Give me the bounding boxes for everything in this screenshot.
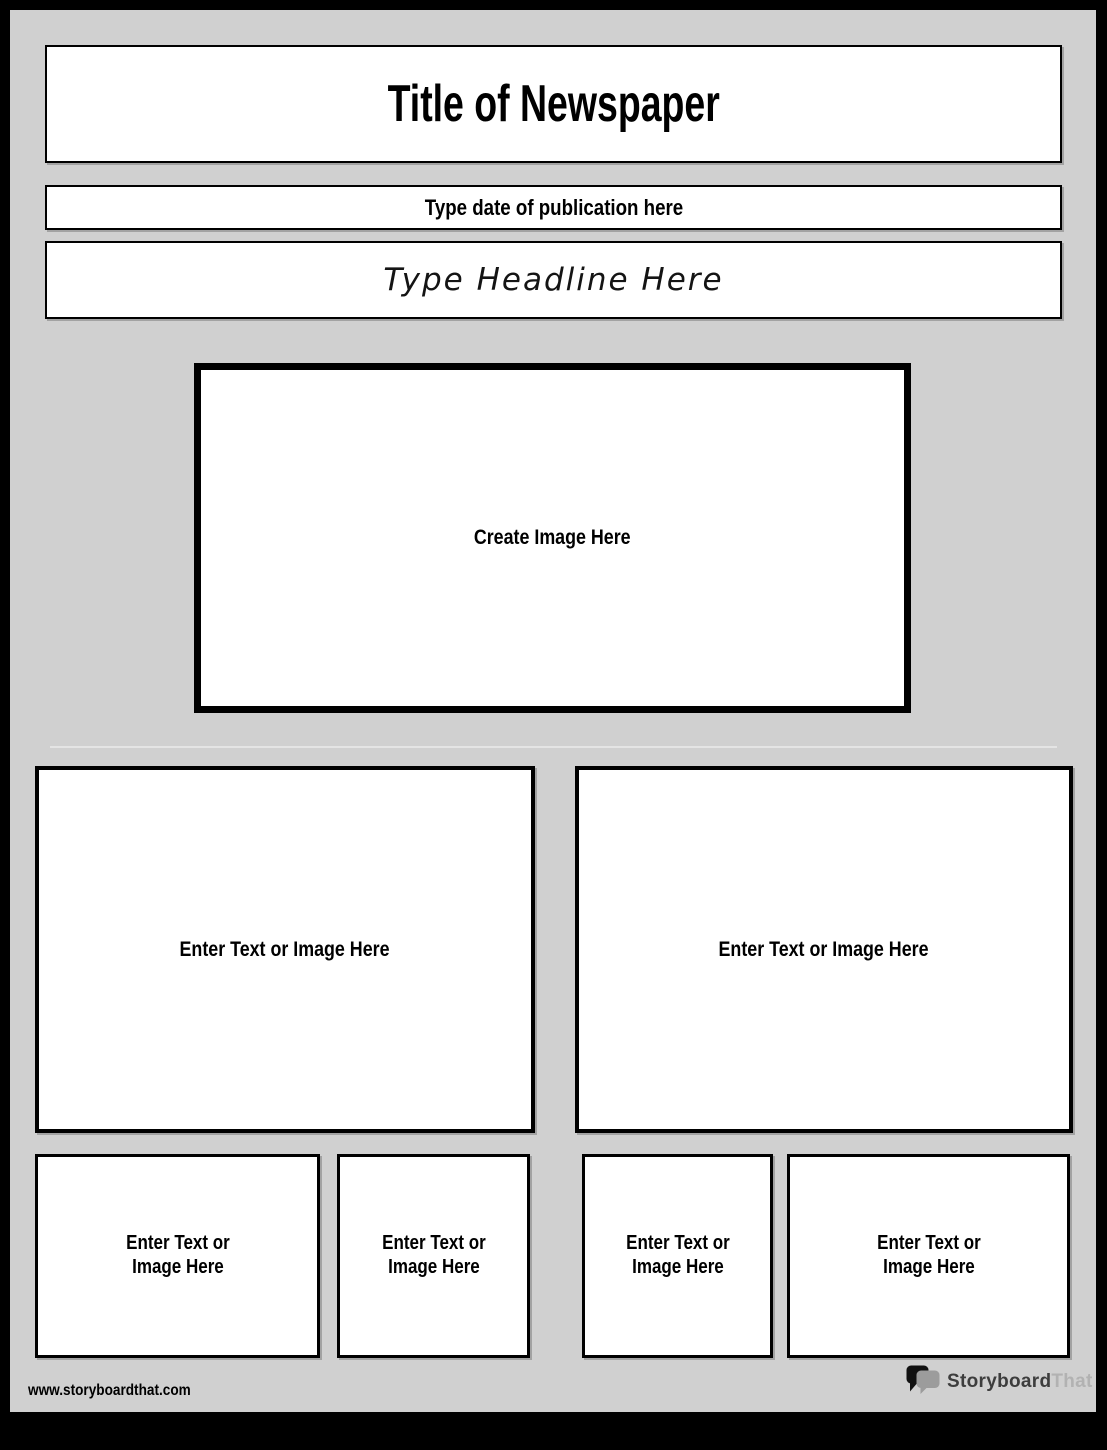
placeholder-line-2: Image Here bbox=[387, 1256, 480, 1278]
small-article-placeholder bbox=[626, 1232, 730, 1279]
small-article-box-1[interactable] bbox=[35, 1154, 320, 1358]
section-divider bbox=[50, 746, 1057, 748]
placeholder-line-1: Enter Text or bbox=[381, 1232, 486, 1255]
article-box-right[interactable] bbox=[575, 766, 1073, 1133]
placeholder-line-2: Image Here bbox=[631, 1256, 724, 1278]
logo-wordmark bbox=[947, 1371, 1093, 1393]
placeholder-line-2: Image Here bbox=[131, 1256, 224, 1278]
placeholder-line-1: Enter Text or bbox=[876, 1232, 981, 1255]
placeholder-line-1: Enter Text or bbox=[125, 1232, 230, 1255]
newspaper-title: Title of Newspaper bbox=[387, 75, 720, 133]
article-placeholder: Enter Text or Image Here bbox=[180, 937, 390, 961]
publication-date-box[interactable] bbox=[45, 185, 1062, 230]
article-placeholder: Enter Text or Image Here bbox=[719, 937, 929, 961]
placeholder-line-1: Enter Text or bbox=[625, 1232, 730, 1255]
small-article-box-2[interactable] bbox=[337, 1154, 530, 1358]
logo-text-that: That bbox=[1051, 1371, 1093, 1392]
newspaper-template-page bbox=[10, 10, 1096, 1412]
small-article-box-4[interactable] bbox=[787, 1154, 1070, 1358]
small-article-placeholder bbox=[382, 1232, 486, 1279]
publication-date-placeholder: Type date of publication here bbox=[424, 194, 683, 220]
main-image-box[interactable] bbox=[194, 363, 911, 713]
newspaper-title-box[interactable] bbox=[45, 45, 1062, 163]
small-article-placeholder bbox=[126, 1232, 230, 1279]
headline-placeholder: Type Headline Here bbox=[383, 262, 724, 298]
main-image-placeholder: Create Image Here bbox=[474, 526, 631, 549]
article-box-left[interactable] bbox=[35, 766, 535, 1133]
logo-text-storyboard: Storyboard bbox=[947, 1371, 1052, 1392]
headline-box[interactable] bbox=[45, 241, 1062, 319]
speech-bubbles-icon bbox=[906, 1364, 940, 1400]
small-article-box-3[interactable] bbox=[582, 1154, 773, 1358]
placeholder-line-2: Image Here bbox=[882, 1256, 975, 1278]
footer-url: www.storyboardthat.com bbox=[28, 1382, 191, 1399]
small-article-placeholder bbox=[877, 1232, 981, 1279]
storyboardthat-logo bbox=[906, 1360, 1093, 1404]
